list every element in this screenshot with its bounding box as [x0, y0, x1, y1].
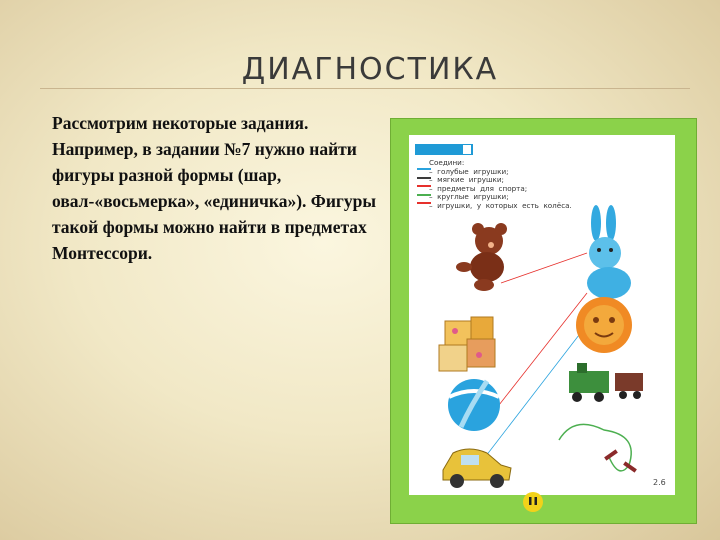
blue-bunny-icon	[587, 205, 631, 299]
orange-ball-icon	[576, 297, 632, 353]
smiley-icon	[522, 491, 544, 513]
toy-blocks-icon	[439, 317, 495, 371]
worksheet-image	[390, 118, 697, 524]
worksheet-instructions: Соедини: – голубые игрушки; – мягкие игрушки; – предметы для спорта; – круглые игрушки; – игрушки, у которых есть колёса.	[429, 158, 572, 210]
teddy-bear-icon	[456, 223, 507, 291]
toy-car-icon	[443, 449, 511, 488]
worksheet-page-number: 2.6	[653, 478, 666, 487]
worksheet-illustrations	[409, 135, 675, 495]
title-divider	[40, 88, 690, 89]
slide-title: ДИАГНОСТИКА	[241, 52, 499, 87]
slide-body-text: Рассмотрим некоторые задания. Например, в задании №7 нужно найти фигуры разной формы (шар, овал-«восьмерка», «единичка»). Фигуры такой формы можно найти в предметах Монтессори.	[52, 113, 377, 263]
jump-rope-icon	[559, 424, 637, 472]
toy-train-icon	[569, 363, 643, 402]
beach-ball-icon	[448, 379, 500, 431]
worksheet-page	[409, 135, 675, 495]
